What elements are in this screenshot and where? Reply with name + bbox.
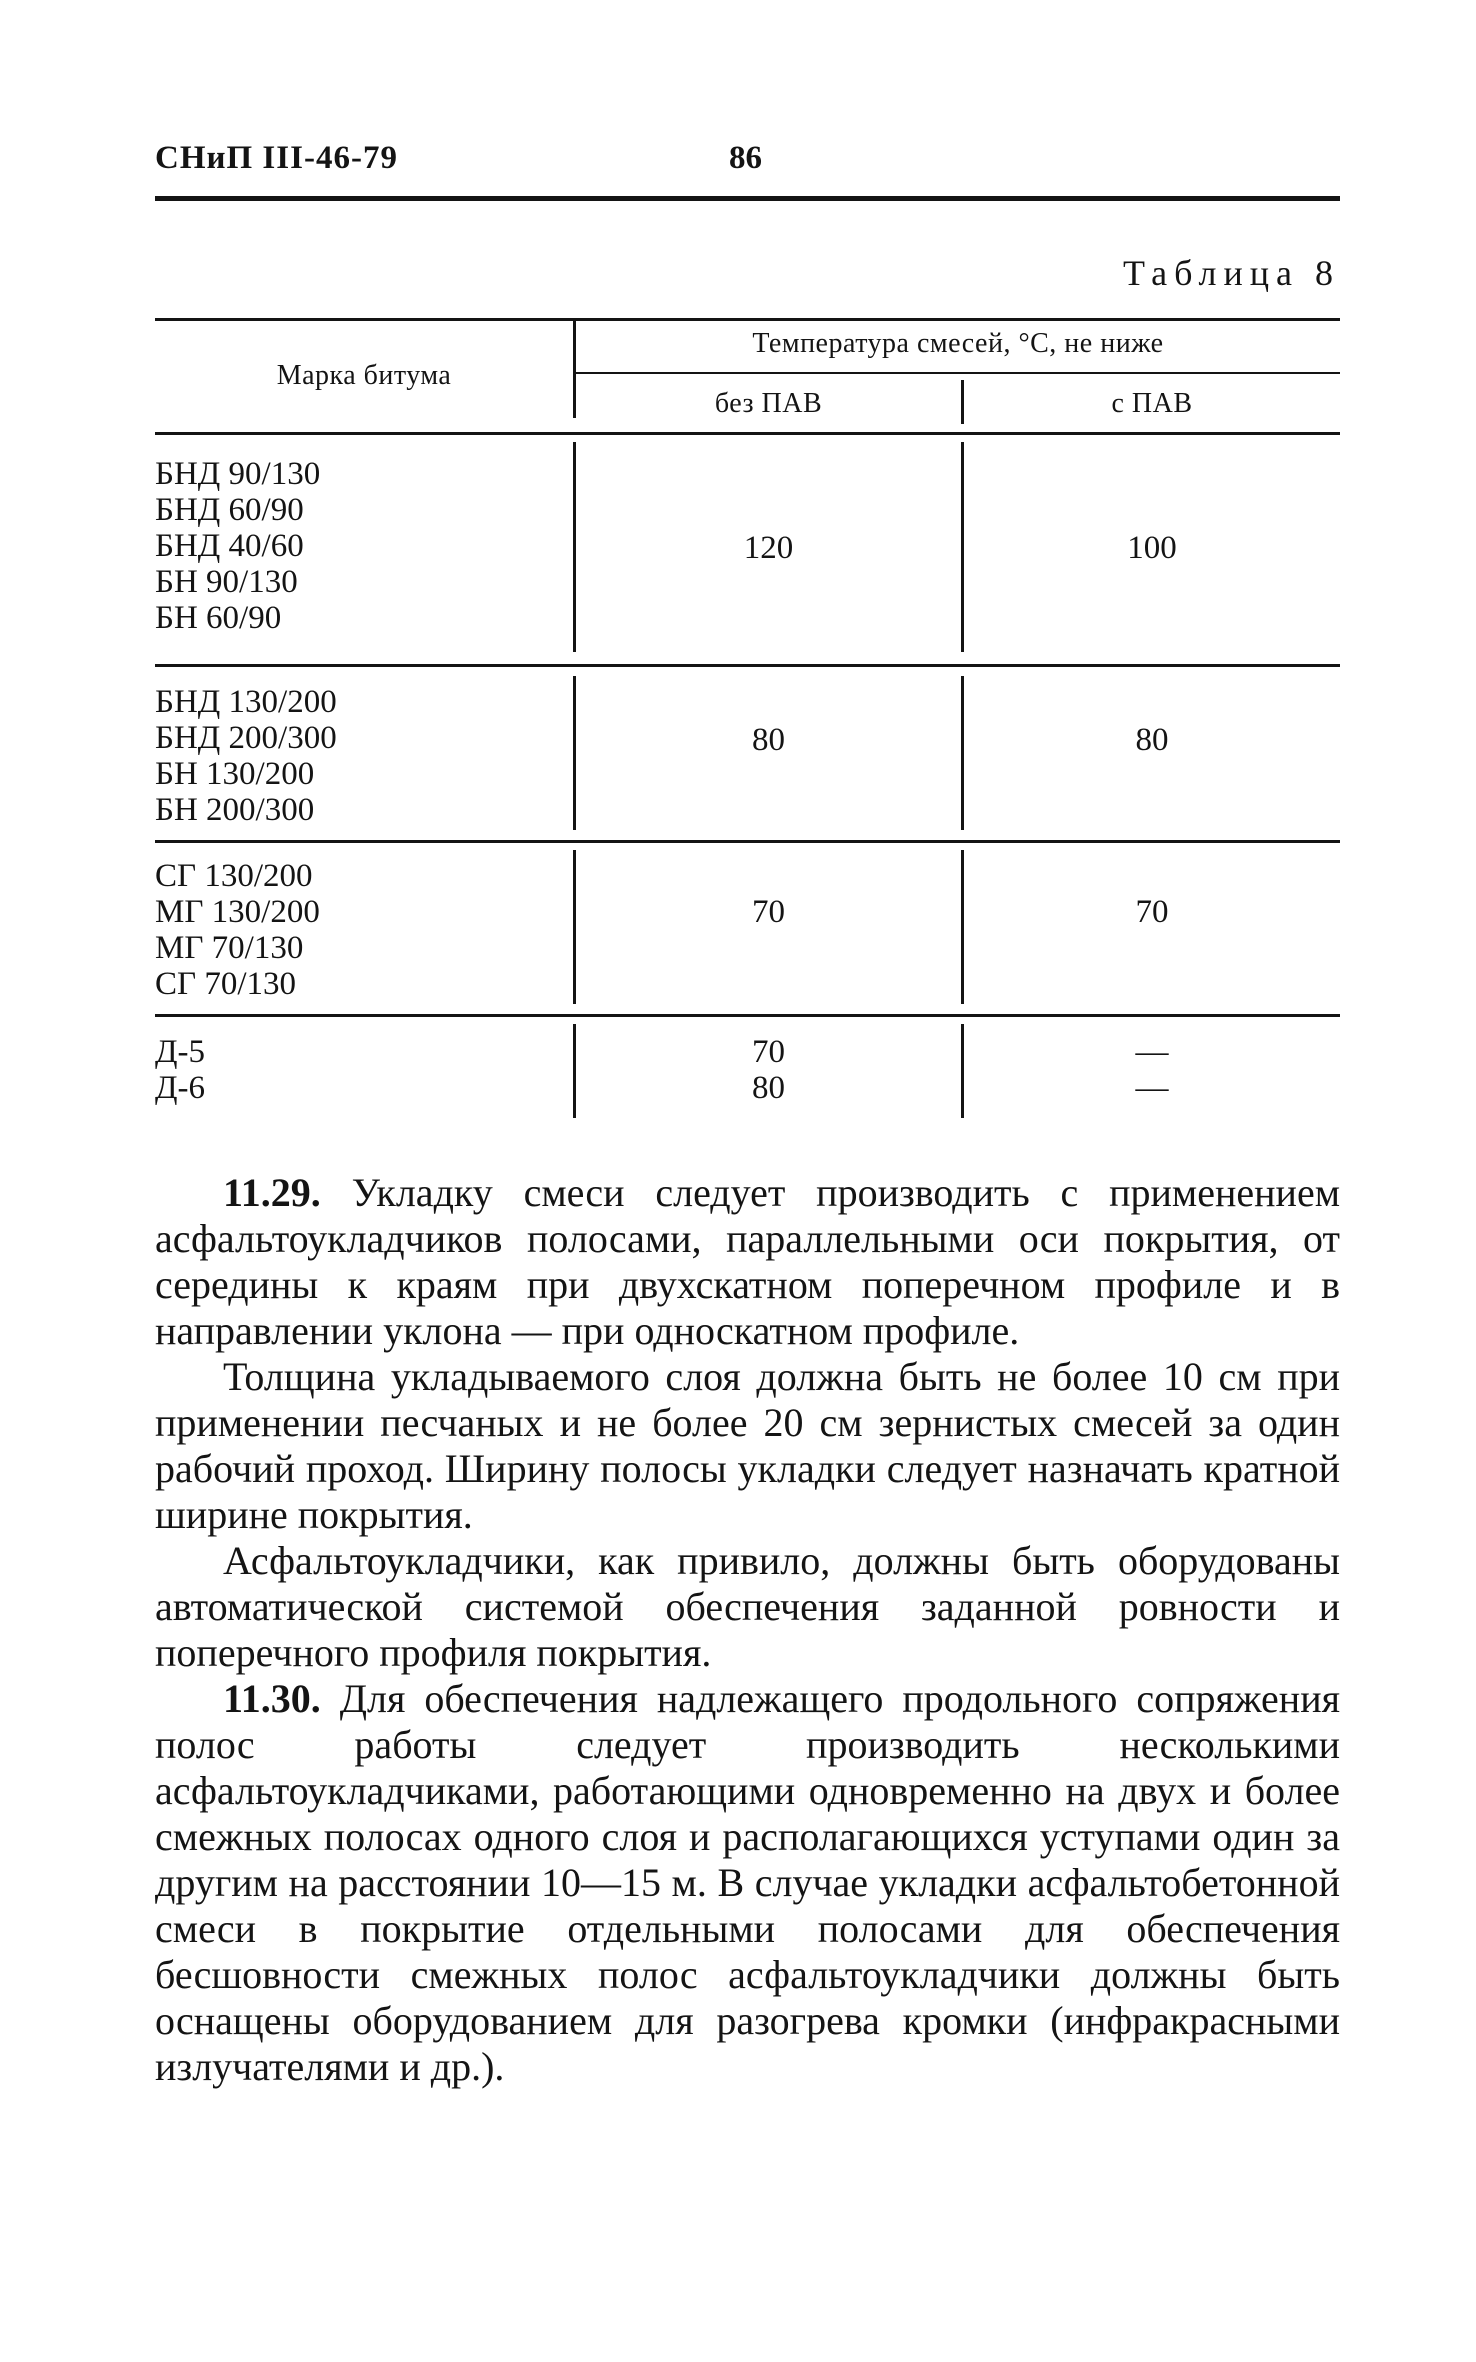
paragraph-text: Укладку смеси следует производить с применением асфальтоукладчиков полосами, параллельными оси покрытия, от середины к краям при двухскатном поперечном профиле и в направлении уклона — при односкатном профиле. (155, 1170, 1341, 1353)
value-without-surfactant: 120 (743, 530, 794, 566)
grade-item: СГ 70/130 (155, 966, 297, 1002)
grade-item: Д-6 (155, 1070, 205, 1106)
paragraph: Толщина укладываемого слоя должна быть не более 10 см при применении песчаных и не более 20 см зернистых смесей за один рабочий проход. Ширину полосы укладки следует назначать кратной ширине покрытия. (155, 1354, 1340, 1537)
grade-item: БН 200/300 (155, 792, 315, 828)
clause-number: 11.30. (223, 1676, 321, 1721)
paragraph-text: Для обеспечения надлежащего продольного сопряжения полос работы следует производить несколькими асфальтоукладчиками, работающими одновременно на двух и более смежных полосах одного слоя и располагающихся уступами один за другим на расстоянии 10—15 м. В случае укладки асфальтобетонной смеси в покрытие отдельными полосами для обеспечения бесшовности смежных полос асфальтоукладчики должны быть оснащены оборудованием для разогрева кромки (инфракрасными излучателями и др.). (155, 1676, 1341, 2089)
grade-list (155, 1034, 205, 1106)
grade-item: БНД 90/130 (155, 456, 321, 492)
grade-item: БН 130/200 (155, 756, 315, 792)
paragraph-11-29 (155, 1170, 1340, 1354)
page-number: 86 (729, 140, 762, 176)
header-split-rule (575, 372, 1340, 374)
group-divider (155, 1014, 1340, 1017)
header-without-surfactant: без ПАВ (714, 388, 823, 419)
grade-item: БНД 130/200 (155, 684, 337, 720)
body-text (155, 1170, 1340, 2090)
value-with-surfactant: 70 (1135, 894, 1169, 930)
grade-item: Д-5 (155, 1034, 205, 1070)
grade-item: БНД 200/300 (155, 720, 337, 756)
header-temperature: Температура смесей, °С, не ниже (752, 328, 1164, 359)
document-code: СНиП III-46-79 (155, 140, 398, 176)
header-bottom-rule (155, 432, 1340, 435)
grade-item: БН 90/130 (155, 564, 298, 600)
table-title: Таблица 8 (1123, 253, 1340, 293)
grade-list (155, 456, 320, 636)
value-with-surfactant: — (1135, 1070, 1169, 1106)
page-header (155, 140, 1340, 190)
value-with-surfactant: — (1135, 1034, 1169, 1070)
grade-item: БН 60/90 (155, 600, 282, 636)
value-without-surfactant: 70 (752, 1034, 785, 1070)
grade-item: СГ 130/200 (155, 858, 313, 894)
grade-item: БНД 40/60 (155, 528, 304, 564)
clause-number: 11.29. (223, 1170, 321, 1215)
grade-item: МГ 130/200 (155, 894, 320, 930)
value-with-surfactant: 100 (1127, 530, 1177, 566)
grade-item: МГ 70/130 (155, 930, 304, 966)
value-without-surfactant: 80 (752, 722, 785, 758)
value-without-surfactant: 80 (752, 1070, 785, 1106)
grade-list (155, 684, 337, 828)
paragraph-11-30 (155, 1676, 1340, 2090)
header-rule (155, 196, 1340, 201)
grade-list (155, 858, 320, 1002)
value-with-surfactant: 80 (1135, 722, 1169, 758)
table-top-rule (155, 318, 1340, 321)
bitumen-temperature-table (155, 318, 1340, 1120)
grade-item: БНД 60/90 (155, 492, 304, 528)
paragraph: Асфальтоукладчики, как привило, должны быть оборудованы автоматической системой обеспечения заданной ровности и поперечного профиля покрытия. (155, 1538, 1340, 1675)
group-divider (155, 840, 1340, 843)
header-grade: Марка битума (276, 360, 452, 391)
header-with-surfactant: с ПАВ (1111, 388, 1193, 419)
value-without-surfactant: 70 (752, 894, 785, 930)
group-divider (155, 664, 1340, 667)
